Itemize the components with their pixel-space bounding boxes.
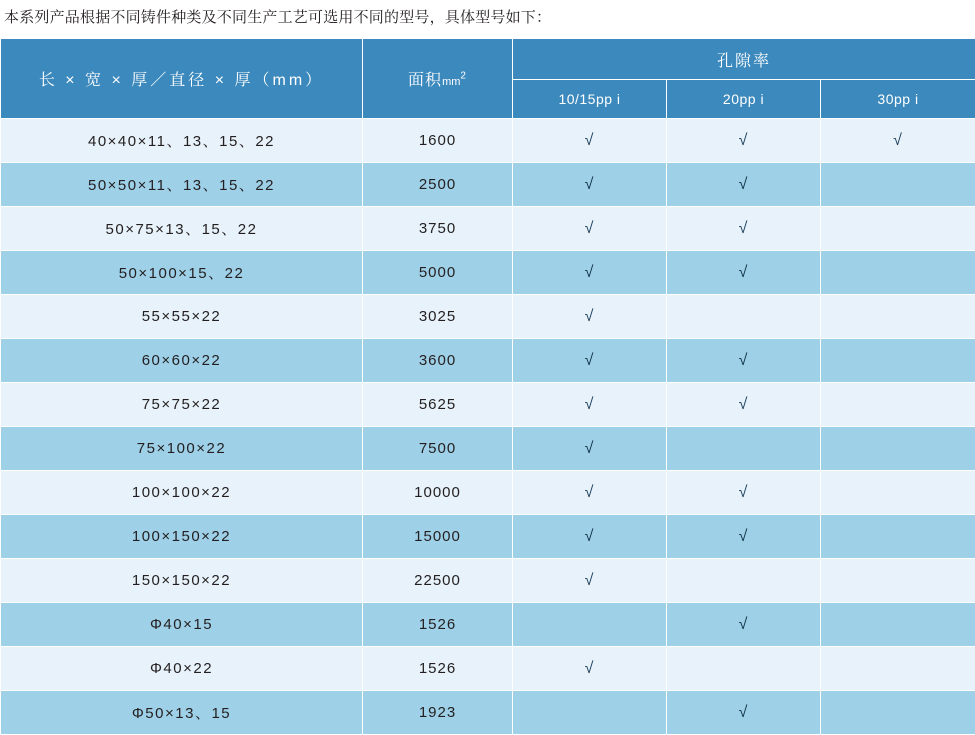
cell-area: 1600 — [363, 119, 513, 163]
cell-porosity-2: √ — [667, 471, 821, 515]
column-header-porosity-1: 10/15pp i — [513, 80, 667, 119]
cell-porosity-3 — [821, 383, 975, 427]
cell-area: 1526 — [363, 647, 513, 691]
cell-porosity-2: √ — [667, 339, 821, 383]
table-row — [1, 559, 975, 603]
cell-porosity-2: √ — [667, 207, 821, 251]
cell-area: 7500 — [363, 427, 513, 471]
cell-porosity-2 — [667, 559, 821, 603]
cell-porosity-1: √ — [513, 383, 667, 427]
cell-porosity-2: √ — [667, 691, 821, 735]
cell-porosity-3 — [821, 559, 975, 603]
cell-area: 2500 — [363, 163, 513, 207]
cell-porosity-3 — [821, 163, 975, 207]
column-header-area-label: 面积 — [408, 72, 442, 89]
cell-porosity-2: √ — [667, 163, 821, 207]
cell-porosity-3 — [821, 251, 975, 295]
cell-model: 50×75×13、15、22 — [1, 207, 363, 251]
column-header-area-unit: mm — [442, 76, 460, 88]
cell-model: 55×55×22 — [1, 295, 363, 339]
cell-model: 100×150×22 — [1, 515, 363, 559]
cell-model: 50×100×15、22 — [1, 251, 363, 295]
table-row — [1, 647, 975, 691]
cell-porosity-1: √ — [513, 471, 667, 515]
cell-model: Φ40×22 — [1, 647, 363, 691]
cell-porosity-3 — [821, 603, 975, 647]
cell-porosity-2 — [667, 295, 821, 339]
cell-model: 150×150×22 — [1, 559, 363, 603]
table-row — [1, 691, 975, 735]
column-header-model: 长 × 宽 × 厚／直径 × 厚（mm） — [1, 39, 363, 119]
specification-table — [0, 38, 975, 735]
cell-area: 3750 — [363, 207, 513, 251]
cell-area: 1526 — [363, 603, 513, 647]
cell-porosity-1: √ — [513, 251, 667, 295]
cell-porosity-1: √ — [513, 647, 667, 691]
header-row-top — [1, 39, 975, 80]
cell-model: 40×40×11、13、15、22 — [1, 119, 363, 163]
table-row — [1, 515, 975, 559]
cell-model: Φ50×13、15 — [1, 691, 363, 735]
cell-model: 75×75×22 — [1, 383, 363, 427]
column-header-porosity-group: 孔隙率 — [513, 39, 975, 80]
cell-porosity-3 — [821, 515, 975, 559]
cell-porosity-1: √ — [513, 427, 667, 471]
column-header-porosity-2: 20pp i — [667, 80, 821, 119]
cell-porosity-2: √ — [667, 383, 821, 427]
cell-area: 22500 — [363, 559, 513, 603]
cell-porosity-2: √ — [667, 603, 821, 647]
cell-model: 75×100×22 — [1, 427, 363, 471]
cell-porosity-2 — [667, 427, 821, 471]
table-row — [1, 471, 975, 515]
cell-porosity-3 — [821, 207, 975, 251]
cell-porosity-3 — [821, 691, 975, 735]
cell-porosity-1: √ — [513, 339, 667, 383]
cell-area: 5000 — [363, 251, 513, 295]
cell-area: 15000 — [363, 515, 513, 559]
cell-porosity-2 — [667, 647, 821, 691]
cell-model: 60×60×22 — [1, 339, 363, 383]
cell-porosity-1: √ — [513, 559, 667, 603]
table-row — [1, 251, 975, 295]
cell-area: 3600 — [363, 339, 513, 383]
table-row — [1, 427, 975, 471]
cell-area: 3025 — [363, 295, 513, 339]
cell-porosity-1 — [513, 603, 667, 647]
cell-area: 5625 — [363, 383, 513, 427]
cell-porosity-3 — [821, 339, 975, 383]
table-row — [1, 207, 975, 251]
table-row — [1, 119, 975, 163]
column-header-area — [363, 39, 513, 119]
cell-porosity-3: √ — [821, 119, 975, 163]
cell-porosity-2: √ — [667, 119, 821, 163]
cell-porosity-3 — [821, 471, 975, 515]
cell-model: Φ40×15 — [1, 603, 363, 647]
cell-porosity-1: √ — [513, 515, 667, 559]
table-row — [1, 295, 975, 339]
table-row — [1, 339, 975, 383]
cell-porosity-3 — [821, 427, 975, 471]
cell-porosity-2: √ — [667, 251, 821, 295]
cell-porosity-3 — [821, 295, 975, 339]
table-body — [1, 119, 975, 735]
cell-porosity-1: √ — [513, 295, 667, 339]
column-header-area-unit-exponent: 2 — [460, 71, 467, 82]
cell-porosity-3 — [821, 647, 975, 691]
intro-paragraph: 本系列产品根据不同铸件种类及不同生产工艺可选用不同的型号，具体型号如下： — [0, 0, 975, 38]
column-header-porosity-3: 30pp i — [821, 80, 975, 119]
table-row — [1, 163, 975, 207]
table-header — [1, 39, 975, 119]
table-row — [1, 383, 975, 427]
cell-porosity-1 — [513, 691, 667, 735]
cell-area: 10000 — [363, 471, 513, 515]
cell-model: 50×50×11、13、15、22 — [1, 163, 363, 207]
cell-porosity-2: √ — [667, 515, 821, 559]
cell-porosity-1: √ — [513, 207, 667, 251]
cell-porosity-1: √ — [513, 119, 667, 163]
cell-porosity-1: √ — [513, 163, 667, 207]
table-row — [1, 603, 975, 647]
cell-area: 1923 — [363, 691, 513, 735]
cell-model: 100×100×22 — [1, 471, 363, 515]
